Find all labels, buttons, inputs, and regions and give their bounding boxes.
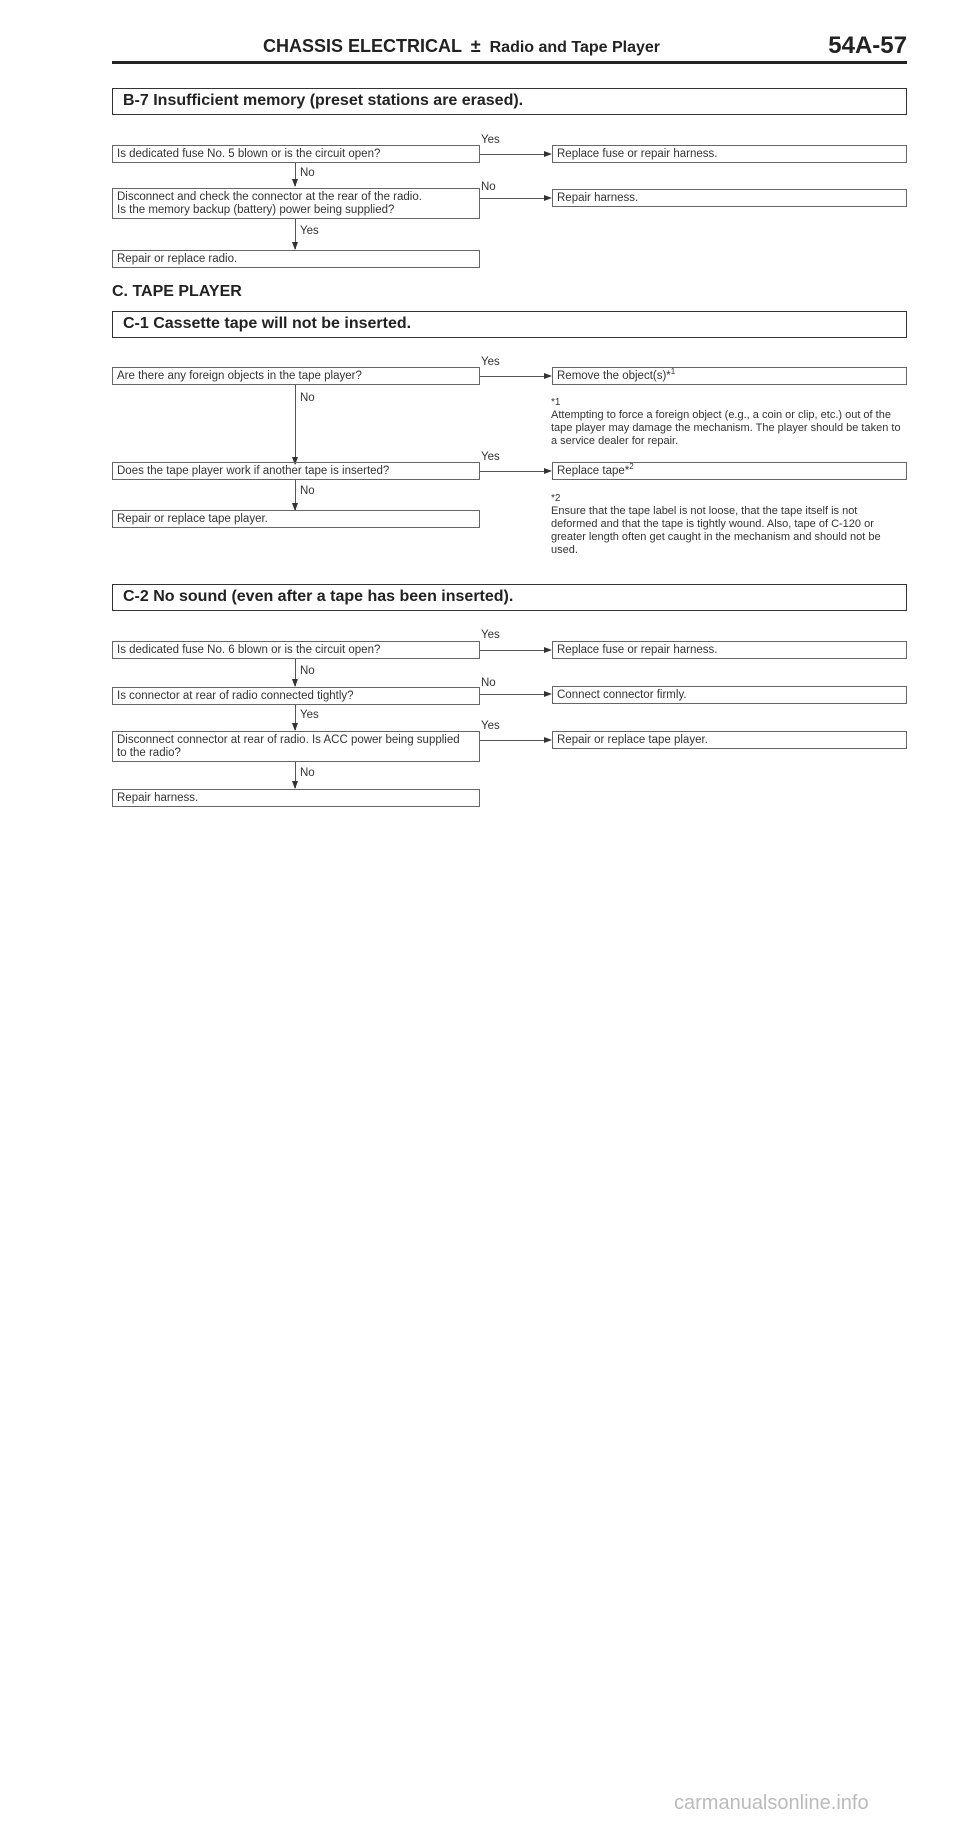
arrow-right-icon [544, 151, 552, 157]
c1-yes1-line [480, 376, 548, 377]
b7-action-2: Repair harness. [552, 189, 907, 207]
b7-yes2-label: Yes [300, 225, 319, 237]
c2-question-3-line1: Disconnect connector at rear of radio. Is ACC power being supplied [117, 734, 460, 746]
c1-action-1 [552, 367, 907, 385]
arrow-down-icon [292, 679, 298, 687]
c1-action-2-footnote: 2 [629, 462, 634, 471]
c2-yes3-label: Yes [481, 720, 500, 732]
b7-no2-label: No [481, 181, 496, 193]
section-heading-b7: B-7 Insufficient memory (preset stations are erased). [112, 88, 907, 115]
c2-action-4: Repair harness. [112, 789, 480, 807]
arrow-right-icon [544, 737, 552, 743]
c2-yes1-line [480, 650, 548, 651]
arrow-right-icon [544, 468, 552, 474]
title-separator: ± [470, 36, 481, 56]
arrow-right-icon [544, 691, 552, 697]
c2-no1-label: No [300, 665, 315, 677]
c2-question-2: Is connector at rear of radio connected tightly? [112, 687, 480, 705]
arrow-right-icon [544, 195, 552, 201]
b7-yes1-line [480, 154, 548, 155]
c2-question-3 [112, 731, 480, 762]
page-header [112, 34, 907, 64]
c2-yes2-label: Yes [300, 709, 319, 721]
page-number: 54A-57 [828, 32, 907, 59]
c1-action-2 [552, 462, 907, 480]
c1-action-1-text: Remove the object(s)* [557, 370, 671, 382]
c1-question-2: Does the tape player work if another tape is inserted? [112, 462, 480, 480]
b7-no1-label: No [300, 167, 315, 179]
c2-no3-label: No [300, 767, 315, 779]
section-heading-c: C. TAPE PLAYER [112, 283, 242, 300]
title-sub: Radio and Tape Player [489, 39, 661, 56]
arrow-right-icon [544, 647, 552, 653]
c1-action-2-text: Replace tape* [557, 465, 630, 477]
c1-action-3: Repair or replace tape player. [112, 510, 480, 528]
c2-no2-label: No [481, 677, 496, 689]
c2-question-3-line2: to the radio? [117, 747, 181, 759]
b7-yes1-label: Yes [481, 134, 500, 146]
title-main: CHASSIS ELECTRICAL [263, 36, 462, 56]
watermark: carmanualsonline.info [674, 1792, 869, 1814]
c1-yes2-label: Yes [481, 451, 500, 463]
arrow-down-icon [292, 723, 298, 731]
c1-no1-line [295, 385, 296, 464]
arrow-down-icon [292, 781, 298, 789]
page-title [263, 36, 660, 57]
b7-question-2-line2: Is the memory backup (battery) power being supplied? [117, 204, 395, 216]
section-heading-c2: C-2 No sound (even after a tape has been inserted). [112, 584, 907, 611]
section-heading-c1: C-1 Cassette tape will not be inserted. [112, 311, 907, 338]
arrow-right-icon [544, 373, 552, 379]
arrow-down-icon [292, 179, 298, 187]
c2-action-3: Repair or replace tape player. [552, 731, 907, 749]
c1-note-1-text: Attempting to force a foreign object (e.g., a coin or clip, etc.) out of the tape player may damage the mechanism. The player should be taken to a service dealer for repair. [551, 409, 901, 447]
c1-note-2 [551, 492, 906, 557]
b7-question-2 [112, 188, 480, 219]
b7-action-3: Repair or replace radio. [112, 250, 480, 268]
arrow-down-icon [292, 242, 298, 250]
c1-action-1-footnote: 1 [670, 367, 676, 376]
c2-action-1: Replace fuse or repair harness. [552, 641, 907, 659]
c2-question-1: Is dedicated fuse No. 6 blown or is the circuit open? [112, 641, 480, 659]
c2-no2-line [480, 694, 548, 695]
c1-no1-label: No [300, 392, 315, 404]
c1-note-2-marker: *2 [551, 493, 561, 504]
c2-yes1-label: Yes [481, 629, 500, 641]
c1-note-1 [551, 396, 906, 448]
c1-note-1-marker: *1 [551, 397, 561, 408]
c1-yes1-label: Yes [481, 356, 500, 368]
c1-no2-label: No [300, 485, 315, 497]
b7-action-1: Replace fuse or repair harness. [552, 145, 907, 163]
b7-question-1: Is dedicated fuse No. 5 blown or is the circuit open? [112, 145, 480, 163]
c2-yes3-line [480, 740, 548, 741]
b7-question-2-line1: Disconnect and check the connector at the rear of the radio. [117, 191, 422, 203]
c1-note-2-text: Ensure that the tape label is not loose, that the tape itself is not deformed and that the tape is tightly wound. Also, tape of C-120 or greater length often get caught in the mechanism and should not be used. [551, 505, 881, 556]
c1-yes2-line [480, 471, 548, 472]
c2-action-2: Connect connector firmly. [552, 686, 907, 704]
b7-no2-line [480, 198, 548, 199]
c1-question-1: Are there any foreign objects in the tape player? [112, 367, 480, 385]
